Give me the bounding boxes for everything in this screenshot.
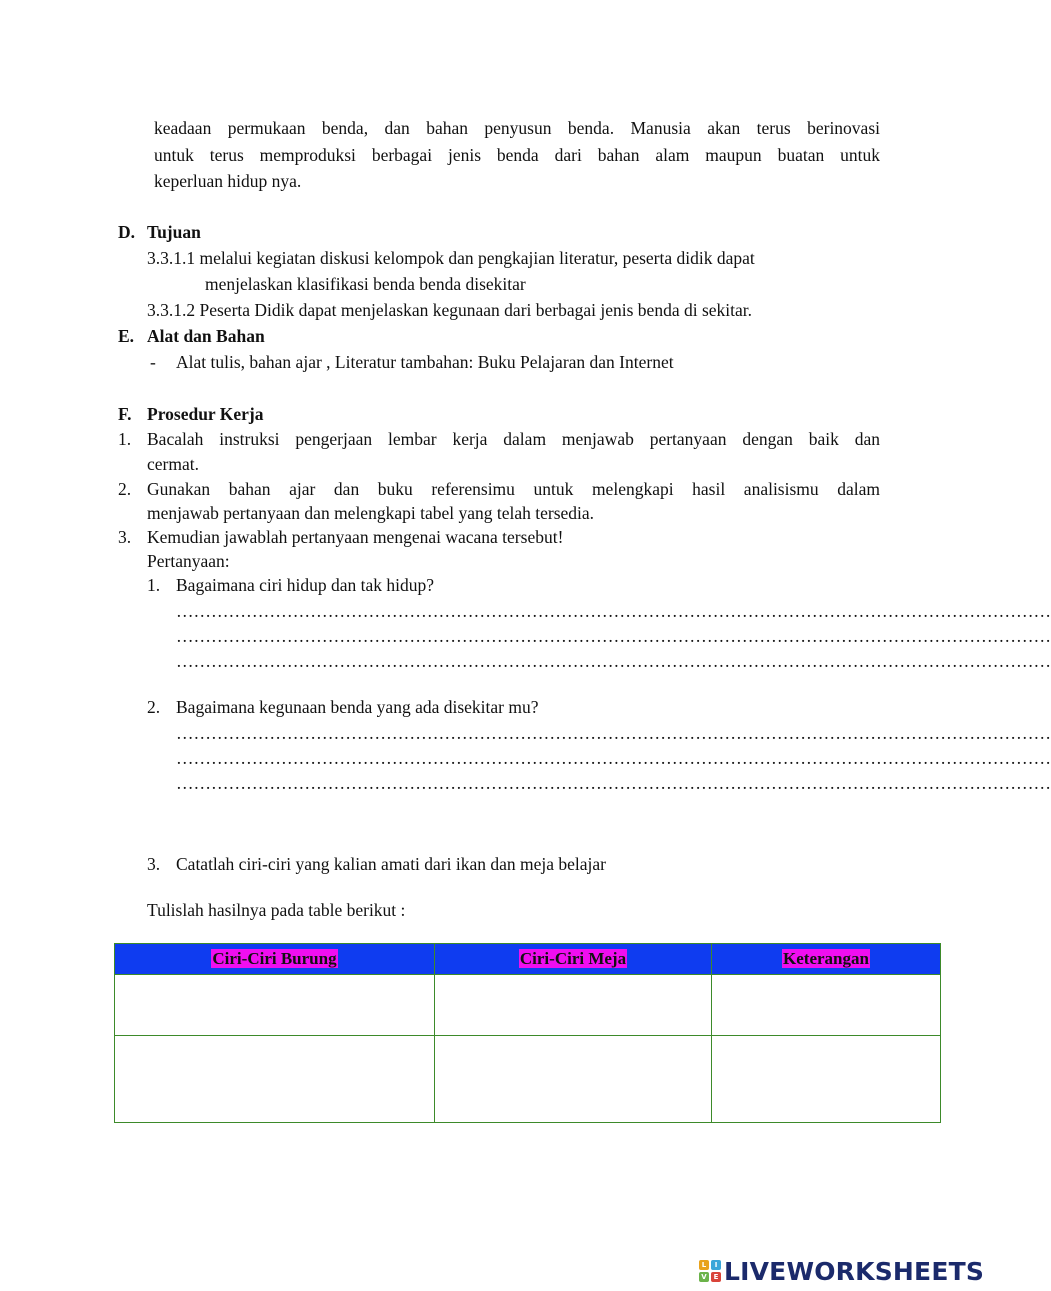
intro-line: keperluan hidup nya. bbox=[154, 171, 302, 191]
question-number: 3. bbox=[147, 854, 161, 874]
section-e-heading: Alat dan Bahan bbox=[147, 326, 265, 346]
logo-text: LIVEWORKSHEETS bbox=[724, 1256, 985, 1286]
answer-line[interactable]: …………………………………………………………………………………………………………………………………… bbox=[176, 651, 1051, 671]
header-label: Ciri-Ciri Meja bbox=[519, 949, 627, 968]
question-number: 1. bbox=[147, 575, 161, 595]
answer-cell[interactable] bbox=[435, 975, 712, 1036]
tujuan-item-2: 3.3.1.2 Peserta Didik dapat menjelaskan kegunaan dari berbagai jenis benda di sekitar. bbox=[147, 300, 753, 320]
section-e-letter: E. bbox=[118, 326, 135, 346]
answer-line[interactable]: …………………………………………………………………………………………………………………………………… bbox=[176, 601, 1051, 621]
table-row bbox=[115, 975, 941, 1036]
logo-block: V bbox=[699, 1272, 709, 1282]
table-header-cell bbox=[435, 944, 712, 975]
table-header-cell bbox=[115, 944, 435, 975]
liveworksheets-logo[interactable] bbox=[699, 1256, 984, 1286]
step-text: Bacalah instruksi pengerjaan lembar kerja dalam menjawab pertanyaan dengan baik dan bbox=[147, 429, 880, 449]
answer-line[interactable]: …………………………………………………………………………………………………………………………………… bbox=[176, 626, 1051, 646]
answer-line[interactable]: …………………………………………………………………………………………………………………………………… bbox=[176, 748, 1051, 768]
intro-paragraph bbox=[154, 115, 880, 195]
step-text-cont: cermat. bbox=[147, 454, 199, 474]
step-text-cont: menjawab pertanyaan dan melengkapi tabel yang telah tersedia. bbox=[147, 503, 595, 523]
table-intro: Tulislah hasilnya pada table berikut : bbox=[147, 900, 406, 920]
question-number: 2. bbox=[147, 697, 161, 717]
logo-blocks-icon bbox=[699, 1260, 721, 1282]
logo-block: L bbox=[699, 1260, 709, 1270]
question-text: Bagaimana kegunaan benda yang ada disekitar mu? bbox=[176, 697, 539, 717]
header-label: Keterangan bbox=[783, 949, 869, 968]
section-d-heading: Tujuan bbox=[147, 222, 201, 242]
answer-line[interactable]: …………………………………………………………………………………………………………………………………… bbox=[176, 773, 1051, 793]
answer-cell[interactable] bbox=[115, 1036, 435, 1123]
alat-item: Alat tulis, bahan ajar , Literatur tambahan: Buku Pelajaran dan Internet bbox=[176, 352, 674, 372]
intro-line: untuk terus memproduksi berbagai jenis benda dari bahan alam maupun buatan untuk bbox=[154, 144, 880, 165]
step-text: Kemudian jawablah pertanyaan mengenai wacana tersebut! bbox=[147, 527, 564, 547]
step-number: 3. bbox=[118, 527, 132, 547]
section-f-heading: Prosedur Kerja bbox=[147, 404, 264, 424]
tujuan-item-1: 3.3.1.1 melalui kegiatan diskusi kelompok dan pengkajian literatur, peserta didik dapat bbox=[147, 248, 755, 268]
header-label: Ciri-Ciri Burung bbox=[212, 949, 337, 968]
answer-cell[interactable] bbox=[712, 1036, 941, 1123]
question-text: Catatlah ciri-ciri yang kalian amati dari ikan dan meja belajar bbox=[176, 854, 607, 874]
step-text-cont: Pertanyaan: bbox=[147, 551, 230, 571]
intro-line: keadaan permukaan benda, dan bahan penyusun benda. Manusia akan terus berinovasi bbox=[154, 118, 880, 138]
answer-line[interactable]: …………………………………………………………………………………………………………………………………… bbox=[176, 723, 1051, 743]
logo-block: E bbox=[711, 1272, 721, 1282]
step-text: Gunakan bahan ajar dan buku referensimu untuk melengkapi hasil analisismu dalam bbox=[147, 479, 880, 499]
table-row bbox=[115, 1036, 941, 1123]
table-header-row bbox=[115, 944, 941, 975]
tujuan-item-1-cont: menjelaskan klasifikasi benda benda disekitar bbox=[205, 274, 526, 294]
question-text: Bagaimana ciri hidup dan tak hidup? bbox=[176, 575, 435, 595]
answer-cell[interactable] bbox=[712, 975, 941, 1036]
table-header-cell bbox=[712, 944, 941, 975]
logo-block: I bbox=[711, 1260, 721, 1270]
observation-table bbox=[114, 943, 941, 1123]
answer-cell[interactable] bbox=[115, 975, 435, 1036]
answer-cell[interactable] bbox=[435, 1036, 712, 1123]
step-number: 1. bbox=[118, 429, 132, 449]
alat-bullet: - bbox=[150, 352, 156, 372]
section-d-letter: D. bbox=[118, 222, 136, 242]
step-number: 2. bbox=[118, 479, 132, 499]
section-f-letter: F. bbox=[118, 404, 132, 424]
